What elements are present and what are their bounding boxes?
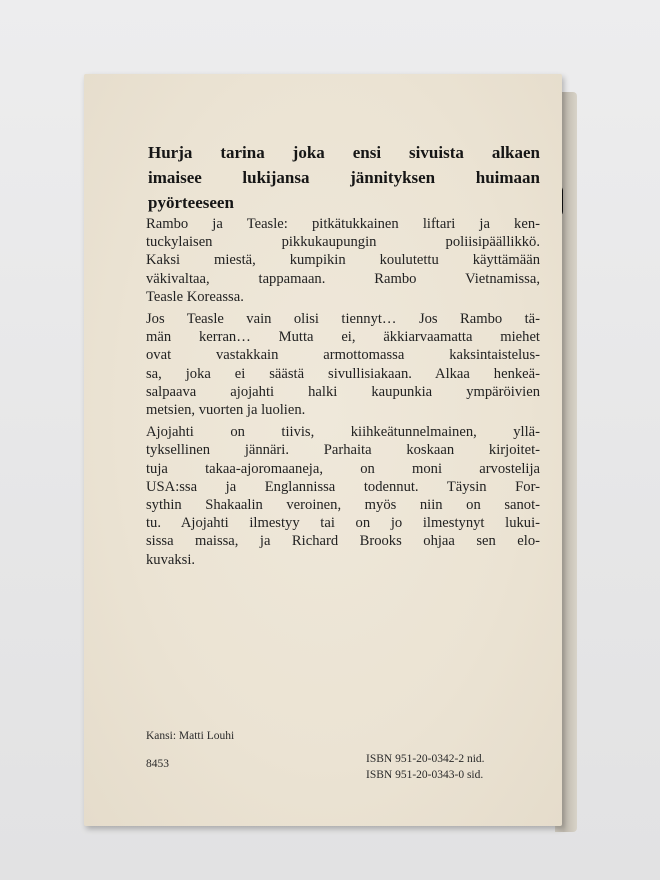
text-line: USA:ssa ja Englannissa todennut. Täysin For- bbox=[146, 478, 540, 495]
blurb-headline bbox=[148, 140, 540, 215]
text-line: Kaksi miestä, kumpikin koulutettu käyttämään bbox=[146, 252, 540, 269]
isbn-block bbox=[366, 751, 485, 783]
catalog-code: 8453 bbox=[146, 758, 169, 770]
text-line: ovat vastakkain armottomassa kaksintaistelus- bbox=[146, 347, 540, 364]
text-line: Teasle Koreassa. bbox=[146, 288, 244, 305]
text-line: salpaava ajojahti halki kaupunkia ympäröivien bbox=[146, 383, 540, 400]
text-line: kuvaksi. bbox=[146, 551, 196, 568]
text-line: män kerran… Mutta ei, äkkiarvaamatta miehet bbox=[146, 329, 540, 346]
text-line: väkivaltaa, tappamaan. Rambo Vietnamissa, bbox=[146, 270, 540, 287]
text-line: tyksellinen jännäri. Parhaita koskaan kirjoitet- bbox=[146, 442, 540, 459]
text-line: Jos Teasle vain olisi tiennyt… Jos Rambo tä- bbox=[146, 311, 540, 328]
text-line: sissa maissa, ja Richard Brooks ohjaa sen elo- bbox=[146, 533, 540, 550]
headline-line: imaisee lukijansa jännityksen huimaan bbox=[148, 168, 540, 187]
cover-credit: Kansi: Matti Louhi bbox=[146, 730, 235, 742]
text-line: metsien, vuorten ja luolien. bbox=[146, 402, 306, 419]
isbn-hardcover: ISBN 951-20-0343-0 sid. bbox=[366, 769, 484, 781]
paragraph-1 bbox=[146, 215, 540, 306]
text-line: sythin Shakaalin veroinen, myös niin on sanot- bbox=[146, 497, 540, 514]
headline-line: pyörteeseen bbox=[148, 193, 234, 212]
text-line: tu. Ajojahti ilmestyy tai on jo ilmestynyt lukui- bbox=[146, 515, 540, 532]
text-line: tuja takaa-ajoromaaneja, on moni arvostelija bbox=[146, 460, 540, 477]
blurb-body bbox=[146, 215, 540, 573]
text-line: tuckylaisen pikkukaupungin poliisipäällikkö. bbox=[146, 234, 540, 251]
isbn-paperback: ISBN 951-20-0342-2 nid. bbox=[366, 753, 485, 765]
paragraph-2 bbox=[146, 310, 540, 419]
headline-line: Hurja tarina joka ensi sivuista alkaen bbox=[148, 143, 540, 162]
text-line: Rambo ja Teasle: pitkätukkainen liftari ja ken- bbox=[146, 216, 540, 232]
text-line: sa, joka ei säästä sivullisiakaan. Alkaa henkeä- bbox=[146, 365, 540, 382]
paragraph-3 bbox=[146, 423, 540, 569]
text-line: Ajojahti on tiivis, kiihkeätunnelmainen, yllä- bbox=[146, 424, 540, 441]
